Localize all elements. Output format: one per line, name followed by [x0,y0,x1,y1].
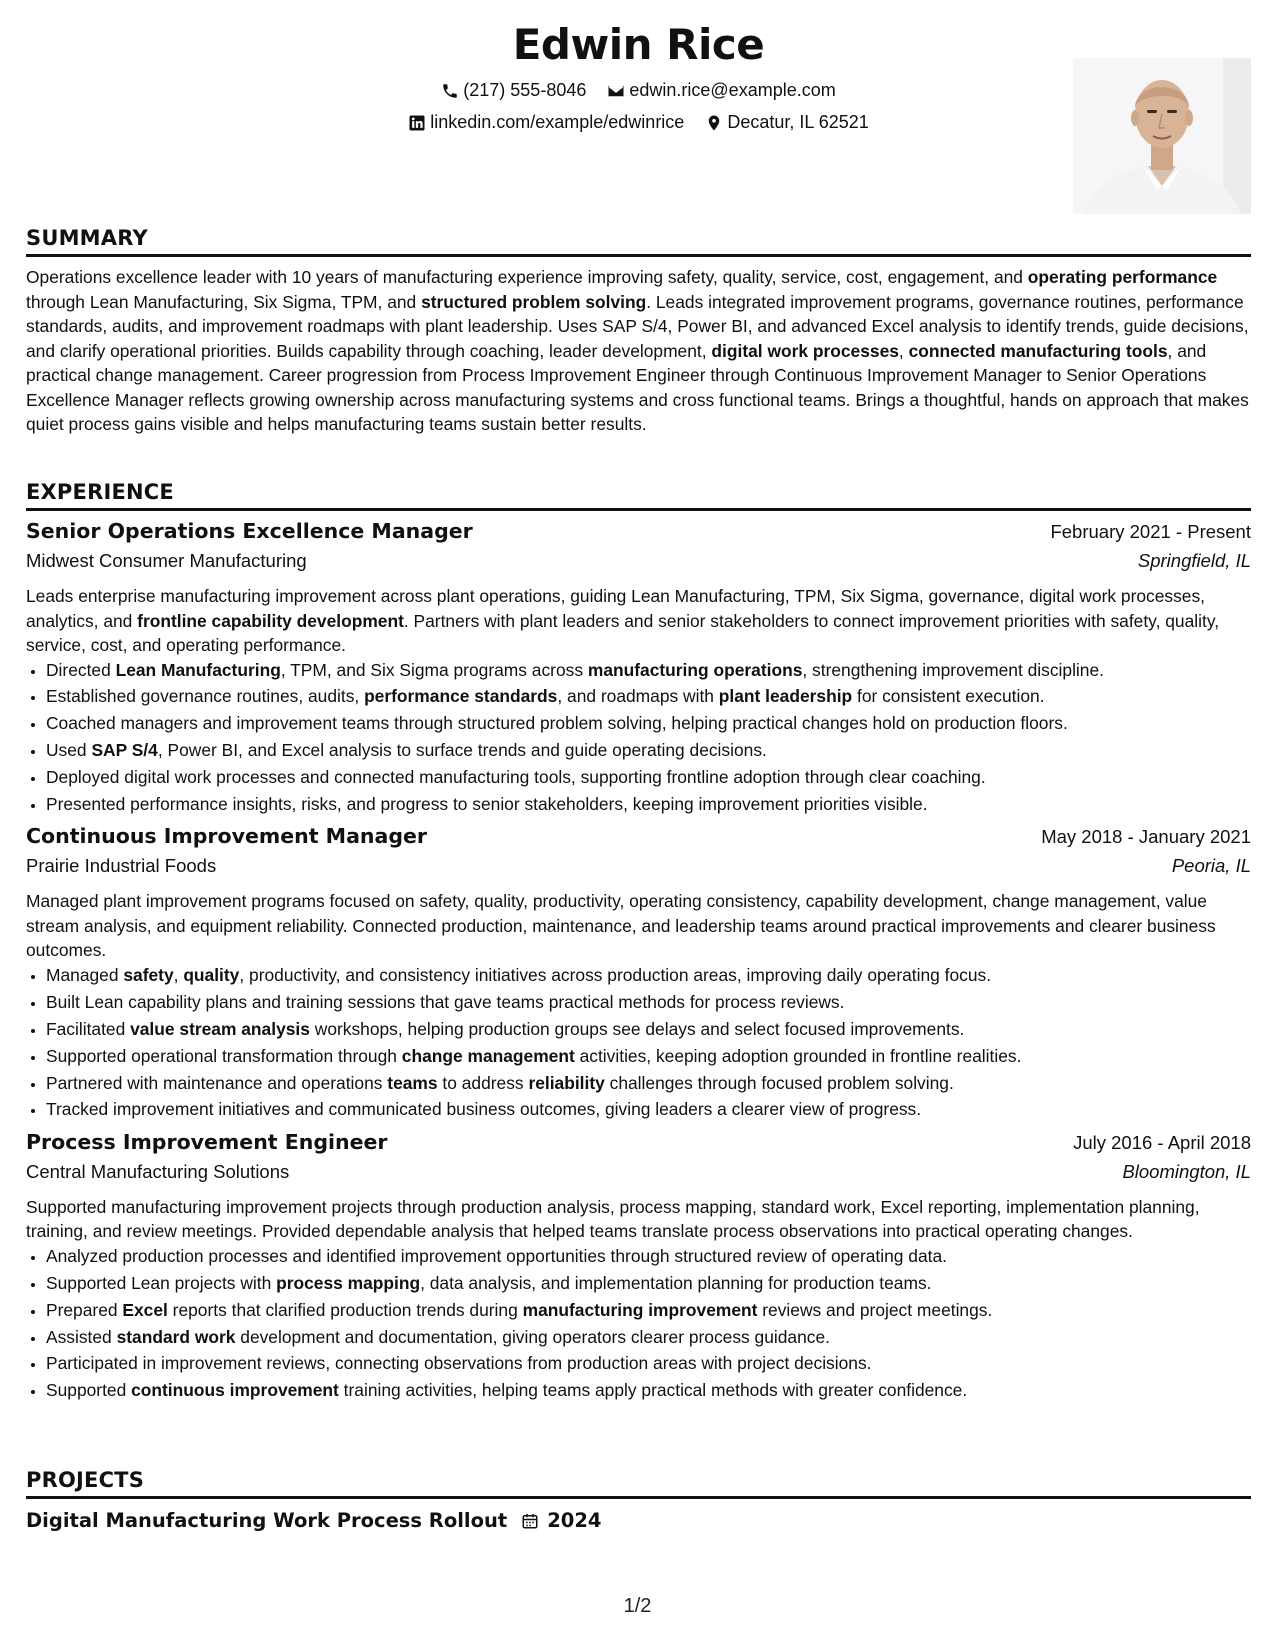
bullet-item: • Managed safety, quality, productivity, and consistency initiatives across production areas, improving daily operating focus. [46,963,1251,988]
contact-line-2 [26,112,1251,137]
bullet-item: • Directed Lean Manufacturing, TPM, and Six Sigma programs across manufacturing operations, strengthening improvement discipline. [46,658,1251,683]
email-text: edwin.rice@example.com [629,80,836,100]
envelope-icon [607,82,625,100]
bullet-item: • Built Lean capability plans and training sessions that gave teams practical methods for process reviews. [46,990,1251,1015]
portrait-illustration [1073,58,1251,214]
projects-heading: PROJECTS [26,1468,1251,1499]
summary-section [26,226,1251,437]
emphasis: continuous improvement [131,1380,339,1401]
emphasis: change management [401,1045,575,1066]
emphasis: process mapping [276,1272,421,1293]
job-bullets [26,658,1251,817]
emphasis: frontline capability development [137,610,404,631]
job-description: Leads enterprise manufacturing improvement across plant operations, guiding Lean Manufacturing, TPM, Six Sigma, governance, digital work processes, analytics, and frontline capability development. Partners with plant leaders and senior stakeholders to connect improvement priorities with safety, quality, service, cost, and operating performance. [26,586,1220,655]
emphasis: digital work processes [711,340,899,361]
experience-section [26,480,1251,1405]
job-company: Central Manufacturing Solutions [26,1160,290,1182]
project-title: Digital Manufacturing Work Process Rollout [26,1509,508,1532]
emphasis: manufacturing improvement [522,1299,758,1320]
job-dates: May 2018 - January 2021 [1041,826,1251,848]
emphasis: Excel [122,1299,168,1320]
summary-text: Operations excellence leader with 10 years of manufacturing experience improving safety, quality, service, cost, engagement, and operating performance through Lean Manufacturing, Six Sigma, TPM, and structured problem solving. Leads integrated improvement programs, governance routines, performance standards, audits, and improvement roadmaps with plant leadership. Uses SAP S/4, Power BI, and advanced Excel analysis to identify trends, guide decisions, and clarify operational priorities. Builds capability through coaching, leader development, digital work processes, connected manufacturing tools, and practical change management. Career progression from Process Improvement Engineer through Continuous Improvement Manager to Senior Operations Excellence Manager reflects growing ownership across manufacturing systems and cross functional teams. Brings a thoughtful, hands on approach that makes quiet process gains visible and helps manufacturing teams sustain better results. [26,267,1249,434]
emphasis: performance standards [364,686,558,707]
job-title: Senior Operations Excellence Manager [26,519,473,543]
project-date [521,1509,601,1532]
emphasis: reliability [528,1072,605,1093]
job-entry [26,1130,1251,1403]
job-description: Managed plant improvement programs focused on safety, quality, productivity, operating consistency, capability development, change management, value stream analysis, and equipment reliability. Connected production, maintenance, and leadership teams around practical improvements and clearer business outcomes. [26,891,1216,961]
emphasis: quality [183,964,240,985]
project-year: 2024 [547,1509,602,1532]
job-location: Peoria, IL [1171,855,1251,877]
emphasis: plant leadership [718,686,853,707]
emphasis: Lean Manufacturing [115,659,281,680]
location-contact [705,112,868,133]
email-contact[interactable] [607,80,835,101]
bullet-item: • Supported continuous improvement training activities, helping teams apply practical methods with greater confidence. [46,1378,1251,1403]
job-company: Prairie Industrial Foods [26,855,217,877]
emphasis: connected manufacturing tools [908,340,1168,361]
job-entry [26,824,1251,1121]
job-title: Continuous Improvement Manager [26,824,428,849]
calendar-icon [521,1512,539,1530]
job-description: Supported manufacturing improvement projects through production analysis, process mapping, standard work, Excel reporting, implementation planning, training, and review meetings. Provided dependable analysis that helped teams translate process observations into practical operating changes. [26,1196,1200,1242]
emphasis: value stream analysis [130,1018,310,1039]
bullet-item: • Established governance routines, audits, performance standards, and roadmaps with plant leadership for consistent execution. [46,684,1251,709]
phone-icon [441,82,459,100]
bullet-item: • Supported operational transformation through change management activities, keeping adoption grounded in frontline realities. [46,1044,1251,1069]
bullet-item: • Participated in improvement reviews, connecting observations from production areas with project decisions. [46,1351,1251,1376]
summary-heading: SUMMARY [26,226,1251,257]
job-entry [26,519,1251,816]
phone-text: (217) 555-8046 [463,80,587,100]
experience-heading: EXPERIENCE [26,480,1251,511]
job-location: Springfield, IL [1137,550,1251,571]
profile-photo [1073,58,1251,214]
emphasis: standard work [116,1326,236,1347]
bullet-item: • Assisted standard work development and documentation, giving operators clearer process guidance. [46,1325,1251,1350]
bullet-item: • Coached managers and improvement teams through structured problem solving, helping practical changes hold on production floors. [46,711,1251,736]
emphasis: teams [387,1072,438,1093]
projects-section [26,1468,1251,1532]
candidate-name: Edwin Rice [512,20,765,69]
job-dates: February 2021 - Present [1050,521,1251,542]
bullet-item: • Prepared Excel reports that clarified production trends during manufacturing improvement reviews and project meetings. [46,1298,1251,1323]
bullet-item: • Facilitated value stream analysis workshops, helping production groups see delays and select focused improvements. [46,1017,1251,1042]
bullet-item: • Used SAP S/4, Power BI, and Excel analysis to surface trends and guide operating decisions. [46,738,1251,763]
resume-page [26,0,1251,1532]
emphasis: safety [123,964,174,985]
emphasis: SAP S/4 [91,740,158,761]
linkedin-text: linkedin.com/example/edwinrice [430,112,685,132]
resume-header [26,0,1251,218]
emphasis: manufacturing operations [587,659,803,680]
emphasis: structured problem solving [421,291,647,312]
project-item [26,1509,1251,1532]
bullet-item: • Presented performance insights, risks, and progress to senior stakeholders, keeping improvement priorities visible. [46,792,1251,817]
contact-line-1 [26,80,1251,105]
page-number: 1/2 [623,1595,652,1617]
bullet-item: • Deployed digital work processes and connected manufacturing tools, supporting frontline adoption through clear coaching. [46,765,1251,790]
location-text: Decatur, IL 62521 [727,112,869,132]
bullet-item: • Tracked improvement initiatives and communicated business outcomes, giving leaders a clearer view of progress. [46,1097,1251,1122]
bullet-item: • Partnered with maintenance and operations teams to address reliability challenges through focused problem solving. [46,1071,1251,1096]
job-location: Bloomington, IL [1122,1160,1251,1182]
map-pin-icon [705,114,723,132]
job-title: Process Improvement Engineer [26,1129,388,1154]
emphasis: operating performance [1027,267,1218,287]
linkedin-contact[interactable] [408,112,684,133]
bullet-item: • Supported Lean projects with process mapping, data analysis, and implementation planning for production teams. [46,1271,1251,1296]
phone-contact[interactable] [441,80,586,101]
linkedin-icon [408,114,426,132]
bullet-item: • Analyzed production processes and identified improvement opportunities through structured review of operating data. [46,1244,1251,1269]
job-company: Midwest Consumer Manufacturing [26,550,307,571]
job-bullets [26,1244,1251,1403]
job-dates: July 2016 - April 2018 [1073,1131,1251,1153]
job-bullets [26,963,1251,1122]
